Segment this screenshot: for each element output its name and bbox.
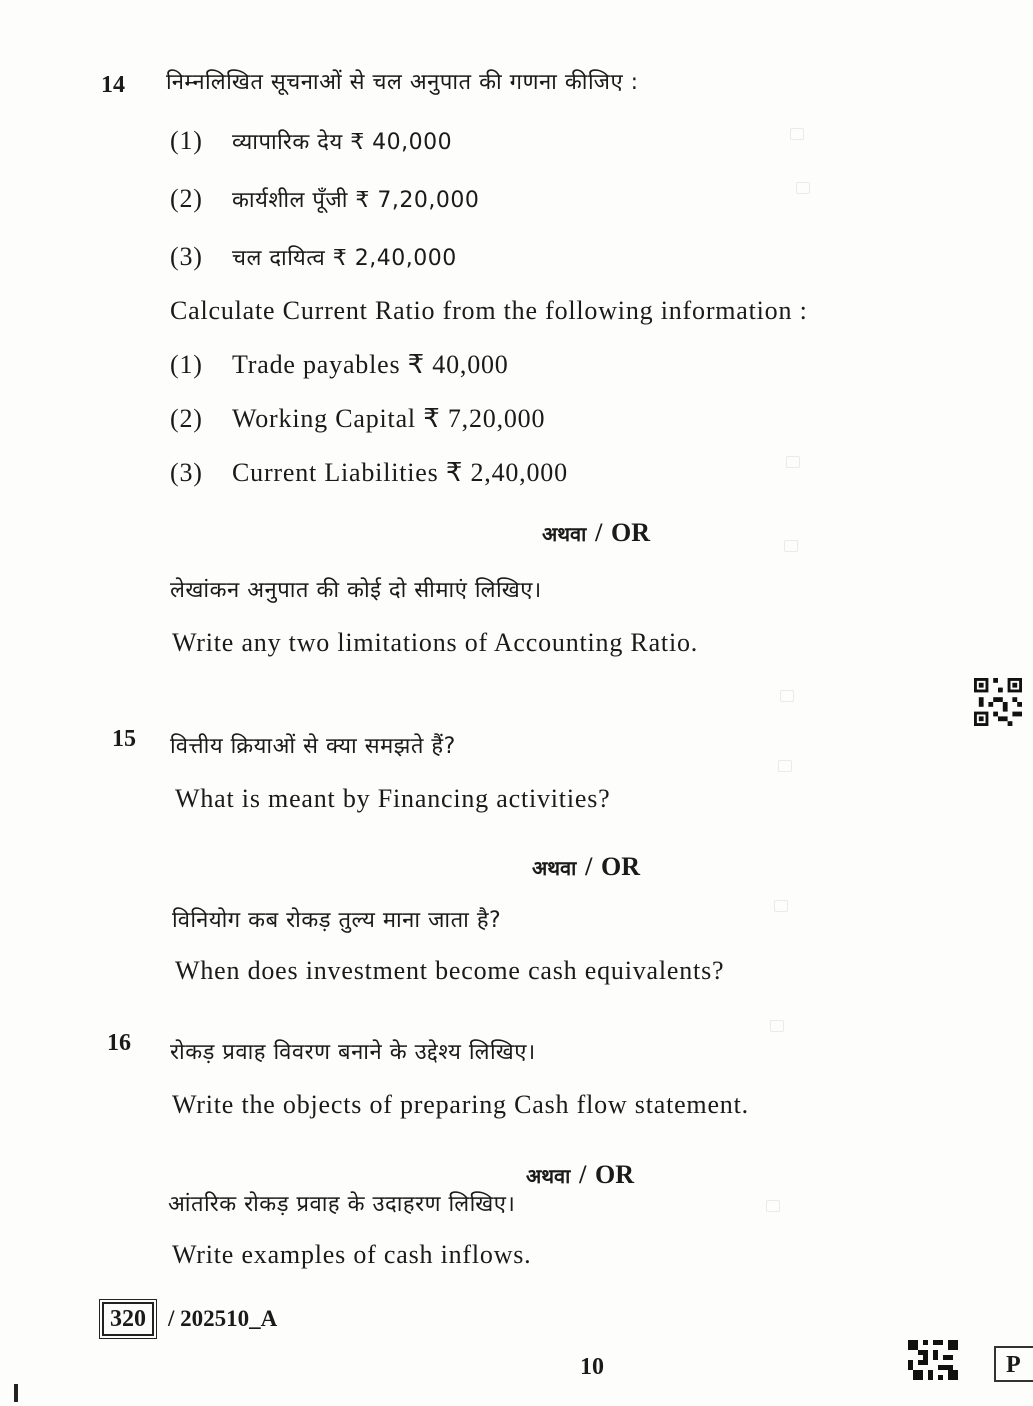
question-number-14: 14 (101, 72, 125, 98)
q14-hindi-item-2-num: (2) (170, 184, 203, 213)
q14-alt-english: Write any two limitations of Accounting Ratio. (172, 628, 699, 657)
q14-english-question: Calculate Current Ratio from the following information : (170, 296, 808, 325)
q16-english-question: Write the objects of preparing Cash flow statement. (172, 1090, 749, 1119)
q16-alt-english: Write examples of cash inflows. (172, 1240, 532, 1269)
q14-hindi-question: निम्नलिखित सूचनाओं से चल अनुपात की गणना कीजिए : (166, 70, 639, 95)
corner-letter: P (994, 1346, 1033, 1382)
q15-or-hindi: अथवा (532, 856, 577, 880)
q14-alt-hindi: लेखांकन अनुपात की कोई दो सीमाएं लिखिए। (170, 578, 542, 603)
q16-or-slash: / (579, 1160, 587, 1189)
q15-hindi-question: वित्तीय क्रियाओं से क्या समझते हैं? (170, 734, 456, 759)
scan-artifact (786, 456, 800, 468)
paper-code: 320 (102, 1302, 154, 1336)
q14-hindi-item-2 (170, 184, 479, 214)
q15-english-question: What is meant by Financing activities? (175, 784, 611, 813)
question-number-16: 16 (107, 1030, 131, 1056)
scan-artifact (780, 690, 794, 702)
q14-hindi-item-1 (170, 126, 452, 156)
q14-english-item-3 (170, 458, 568, 488)
q14-english-item-3-num: (3) (170, 458, 203, 487)
scan-artifact (790, 128, 804, 140)
qr-code-icon (973, 678, 1023, 726)
scan-artifact (796, 182, 810, 194)
q16-or-english: OR (595, 1160, 635, 1189)
q14-or-english: OR (611, 518, 651, 547)
q14-or-slash: / (595, 518, 603, 547)
q16-alt-hindi: आंतरिक रोकड़ प्रवाह के उदाहरण लिखिए। (168, 1192, 516, 1217)
q14-hindi-item-1-num: (1) (170, 126, 203, 155)
paper-code-footer (102, 1302, 277, 1336)
qr-code-icon (908, 1340, 958, 1380)
q14-hindi-item-1-text: व्यापारिक देय ₹ 40,000 (232, 130, 453, 155)
q15-or-slash: / (585, 852, 593, 881)
q15-or-separator (532, 852, 640, 882)
scan-artifact (784, 540, 798, 552)
q14-english-item-2-text: Working Capital ₹ 7,20,000 (232, 404, 546, 433)
q14-hindi-item-3-num: (3) (170, 242, 203, 271)
q14-english-item-1-num: (1) (170, 350, 203, 379)
q14-english-item-1-text: Trade payables ₹ 40,000 (232, 350, 509, 379)
q14-or-separator (542, 518, 650, 548)
scan-artifact (774, 900, 788, 912)
q16-or-separator (526, 1160, 634, 1190)
scan-artifact (766, 1200, 780, 1212)
q14-hindi-item-3 (170, 242, 457, 272)
q14-english-item-3-text: Current Liabilities ₹ 2,40,000 (232, 458, 568, 487)
q15-or-english: OR (601, 852, 641, 881)
q14-hindi-item-2-text: कार्यशील पूँजी ₹ 7,20,000 (232, 188, 480, 213)
scan-artifact (770, 1020, 784, 1032)
scan-artifact (778, 760, 792, 772)
q14-hindi-item-3-text: चल दायित्व ₹ 2,40,000 (232, 246, 457, 271)
q16-hindi-question: रोकड़ प्रवाह विवरण बनाने के उद्देश्य लिखिए। (170, 1040, 536, 1065)
corner-mark (14, 1384, 18, 1402)
q15-alt-hindi: विनियोग कब रोकड़ तुल्य माना जाता है? (172, 908, 502, 933)
q14-english-item-1 (170, 350, 509, 380)
q14-english-item-2-num: (2) (170, 404, 203, 433)
q15-alt-english: When does investment become cash equivalents? (175, 956, 725, 985)
page-number: 10 (580, 1354, 604, 1380)
q14-english-item-2 (170, 404, 545, 434)
q14-or-hindi: अथवा (542, 522, 587, 546)
series-code: / 202510_A (168, 1306, 278, 1331)
q16-or-hindi: अथवा (526, 1164, 571, 1188)
question-number-15: 15 (112, 726, 136, 752)
